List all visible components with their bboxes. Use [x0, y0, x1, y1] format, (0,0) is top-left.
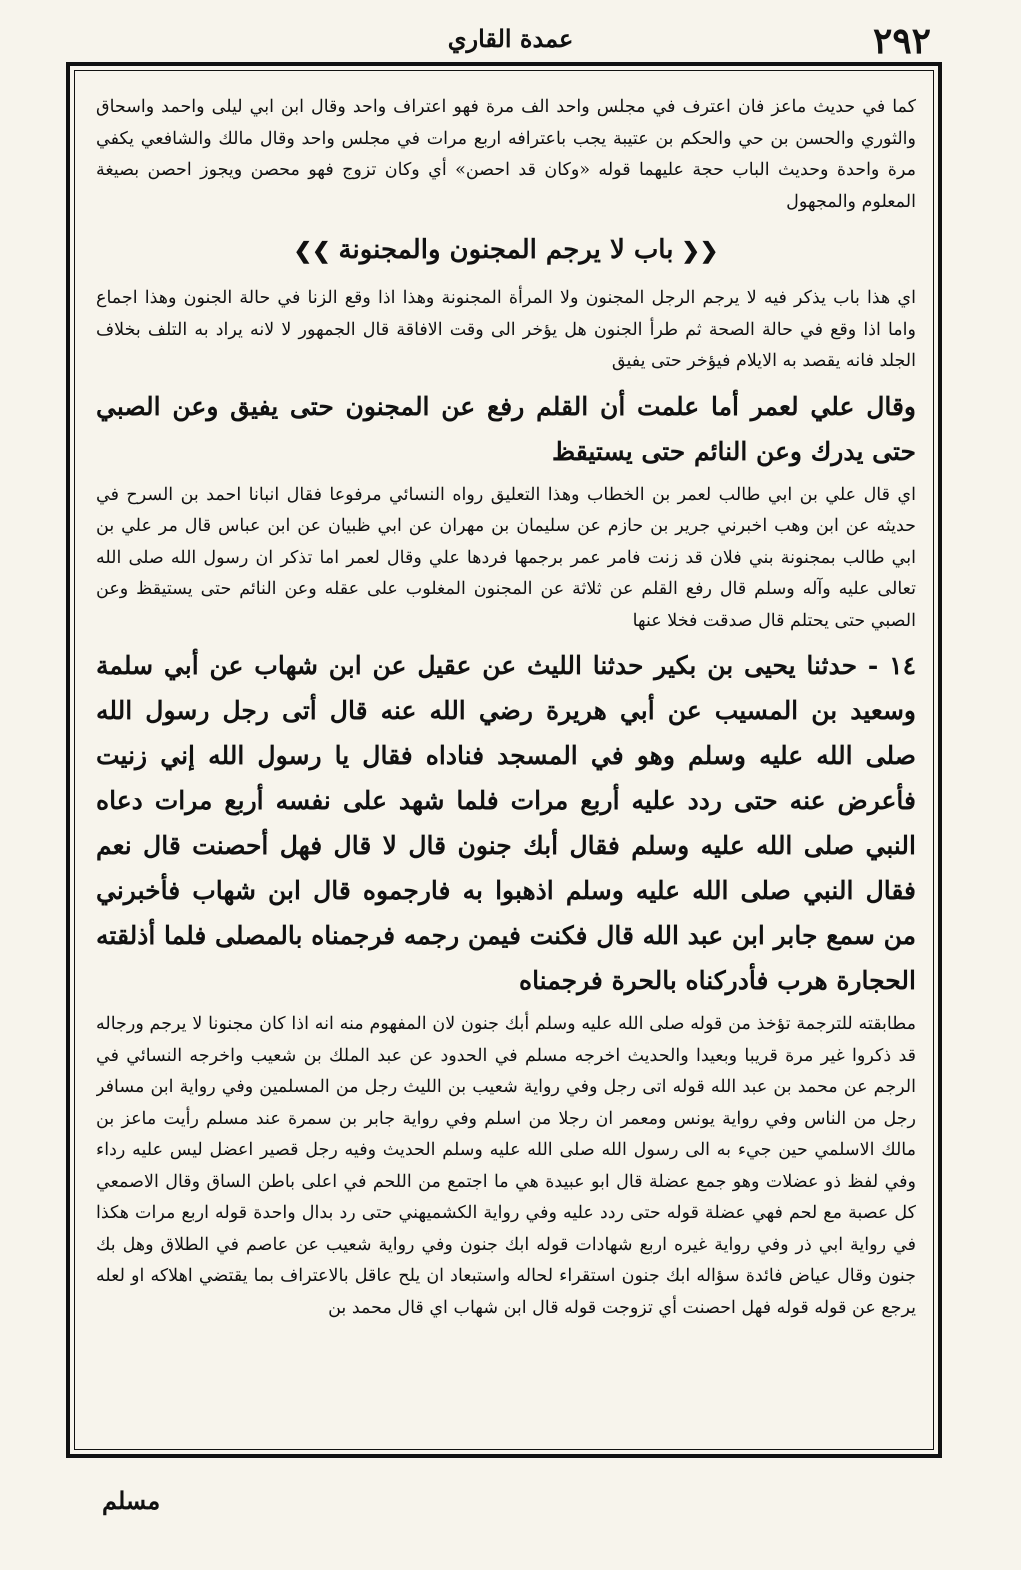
catchword: مسلم [102, 1486, 161, 1515]
chapter-title: باب لا يرجم المجنون والمجنونة [338, 235, 674, 265]
header-title: عمدة القاري [447, 24, 574, 53]
ornament-left-icon: ❯❯ [293, 238, 331, 264]
chapter-heading [96, 222, 916, 279]
page-number: ٢٩٢ [872, 20, 931, 62]
quoted-report: وقال علي لعمر أما علمت أن القلم رفع عن المجنون حتى يفيق وعن الصبي حتى يدرك وعن النائم حتى يستيقظ [96, 391, 916, 466]
commentary-paragraph-1: كما في حديث ماعز فان اعترف في مجلس واحد الف مرة فهو اعتراف واحد وقال ابن ابي ليلى واحمد واسحاق والثوري والحسن بن حي والحكم بن عتيبة يجب باعترافه اربع مرات في مجلس واحد وقال مالك والشافعي يكفي مرة واحدة وحديث الباب حجة عليهما قوله «وكان قد احصن» أي وكان تزوج فهو محصن ويجوز احصن بصيغة المعلوم والمجهول [96, 97, 916, 212]
commentary-paragraph-4: مطابقته للترجمة تؤخذ من قوله صلى الله عليه وسلم أبك جنون لان المفهوم منه انه اذا كان مجنونا لا يرجم ورجاله قد ذكروا غير مرة قريبا وبعيدا والحديث اخرجه مسلم في الحدود عن عبد الملك بن شعيب واخرجه النسائي في الرجم عن محمد بن عبد الله قوله اتى رجل وفي رواية شعيب بن الليث رجل من المسلمين وفي رواية ابن مسافر رجل من الناس وفي رواية يونس ومعمر ان رجلا من اسلم وفي رواية جابر بن سمرة عند مسلم رأيت ماعز بن مالك الاسلمي حين جيء به الى رسول الله صلى الله عليه وسلم الحديث وفيه رجل قصير اعضل ليس عليه رداء وفي لفظ ذو عضلات وهو جمع عضلة قال ابو عبيدة هي ما اجتمع من اللحم في اعلى باطن الساق وقال الاصمعي كل عصبة مع لحم فهي عضلة قوله حتى ردد عليه وفي رواية الكشميهني حتى رد بدال واحدة قوله اربع مرات هكذا في رواية ابي ذر وفي رواية غيره اربع شهادات قوله ابك جنون وفي رواية شعيب عن عاصم في الطلاق وهل بك جنون وقال عياض فائدة سؤاله ابك جنون استقراء لحاله واستبعاد ان يلح عاقل بالاعتراف بما يقتضي اهلاكه او لعله يرجع عن قوله قوله فهل احصنت أي تزوجت قوله قال ابن شهاب اي قال محمد بن [96, 1014, 916, 1318]
ornament-right-icon: ❮❮ [681, 238, 719, 264]
running-header [70, 20, 951, 62]
hadith-text: ١٤ - حدثنا يحيى بن بكير حدثنا الليث عن عقيل عن ابن شهاب عن أبي سلمة وسعيد بن المسيب عن أبي هريرة رضي الله عنه قال أتى رجل رسول الله صلى الله عليه وسلم وهو في المسجد فناداه فقال يا رسول الله إني زنيت فأعرض عنه حتى ردد عليه أربع مرات فلما شهد على نفسه أربع مرات دعاه النبي صلى الله عليه وسلم فقال أبك جنون قال لا قال فهل أحصنت قال نعم فقال النبي صلى الله عليه وسلم اذهبوا به فارجموه قال ابن شهاب فأخبرني من سمع جابر ابن عبد الله قال فكنت فيمن رجمه فرجمناه بالمصلى فلما أذلقته الحجارة هرب فأدركناه بالحرة فرجمناه [96, 651, 916, 995]
main-text [96, 92, 916, 1436]
commentary-paragraph-3: اي قال علي بن ابي طالب لعمر بن الخطاب وهذا التعليق رواه النسائي مرفوعا فقال انبانا احمد بن السرح في حديثه عن ابن وهب اخبرني جرير بن حازم عن سليمان بن مهران عن ابي ظبيان عن ابن عباس قال مر علي بن ابي طالب بمجنونة بني فلان قد زنت فامر عمر برجمها فردها علي وقال لعمر اما تذكر ان رسول الله صلى الله تعالى عليه وآله وسلم قال رفع القلم عن ثلاثة عن المجنون المغلوب على عقله وعن النائم حتى يستيقظ وعن الصبي حتى يحتلم قال صدقت فخلا عنها [96, 484, 916, 631]
commentary-paragraph-2: اي هذا باب يذكر فيه لا يرجم الرجل المجنون ولا المرأة المجنونة وهذا اذا وقع الزنا في حالة الجنون وهذا اجماع واما اذا وقع في حالة الصحة ثم طرأ الجنون هل يؤخر الى وقت الافاقة قال الجمهور لا لانه يراد به التلف بخلاف الجلد فانه يقصد به الايلام فيؤخر حتى يفيق [96, 288, 916, 371]
